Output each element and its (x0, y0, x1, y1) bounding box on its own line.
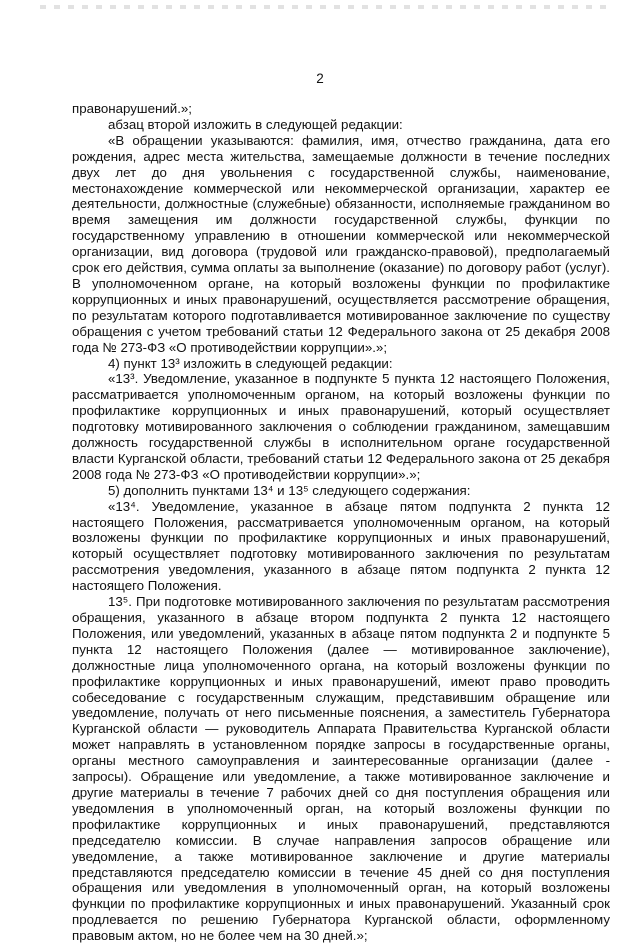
paragraph-2: абзац второй изложить в следующей редакции: (108, 116, 403, 132)
paragraph-7: «13⁴. Уведомление, указанное в абзаце пятом подпункта 2 пункта 12 настоящего Положения, рассматривается уполномоченным органом, на который возложены функции по профилактике коррупционных и иных правонарушений, который осуществляет подготовку мотивированного заключения по результатам рассмотрения уведомления, указанного в абзаце пятом подпункта 2 пункта 12 настоящего Положения. (72, 498, 610, 594)
page-number: 2 (316, 71, 324, 86)
scan-artifact-line (40, 5, 610, 9)
paragraph-8: 13⁵. При подготовке мотивированного заключения по результатам рассмотрения обращения, указанного в абзаце втором подпункта 2 пункта 12 настоящего Положения, или уведомлений, указанных в абзаце пятом подпункта 2 и подпункте 5 пункта 12 настоящего Положения (далее — мотивированное заключение), должностные лица уполномоченного органа, на который возложены функции по профилактике коррупционных и иных правонарушений, имеют право проводить собеседование с государственным служащим, представившим обращение или уведомление, получать от него письменные пояснения, а заместитель Губернатора Курганской области — руководитель Аппарата Правительства Курганской области может направлять в установленном порядке запросы в государственные органы, органы местного самоуправления и заинтересованные организации (далее - запросы). Обращение или уведомление, а также мотивированное заключение и другие материалы в течение 7 рабочих дней со дня поступления обращения или уведомления в уполномоченный орган, на который возложены функции по профилактике коррупционных и иных правонарушений, представляются председателю комиссии. В случае направления запросов обращение или уведомление, а также мотивированное заключение и другие материалы представляются председателю комиссии в течение 45 дней со дня поступления обращения или уведомления в уполномоченный орган, на который возложены функции по профилактике коррупционных и иных правонарушений. Указанный срок продлевается по решению Губернатора Курганской области, оформленному правовым актом, но не более чем на 30 дней.»; (72, 594, 610, 944)
paragraph-4: 4) пункт 13³ изложить в следующей редакции: (108, 355, 393, 371)
paragraph-6: 5) дополнить пунктами 13⁴ и 13⁵ следующего содержания: (108, 482, 471, 498)
paragraph-3: «В обращении указываются: фамилия, имя, отчество гражданина, дата его рождения, адрес места жительства, замещаемые должности в течение последних двух лет до дня увольнения с государственной службы, наименование, местонахождение коммерческой или некоммерческой организации, характер ее деятельности, должностные (служебные) обязанности, исполняемые гражданином во время замещения им должности государственной службы, функции по государственному управлению в отношении коммерческой или некоммерческой организации, вид договора (трудовой или гражданско-правовой), предполагаемый срок его действия, сумма оплаты за выполнение (оказание) по договору работ (услуг). В уполномоченном органе, на который возложены функции по профилактике коррупционных и иных правонарушений, осуществляется рассмотрение обращения, по результатам которого подготавливается мотивированное заключение по существу обращения с учетом требований статьи 12 Федерального закона от 25 декабря 2008 года № 273-ФЗ «О противодействии коррупции».»; (72, 132, 610, 355)
paragraph-1: правонарушений.»; (72, 101, 192, 116)
document-body (72, 101, 610, 944)
paragraph-5: «13³. Уведомление, указанное в подпункте 5 пункта 12 настоящего Положения, рассматривается уполномоченным органом, на который возложены функции по профилактике коррупционных и иных правонарушений, который осуществляет подготовку мотивированного заключения о соблюдении гражданином, замещавшим должность государственной службы в исполнительном органе государственной власти Курганской области, требований статьи 12 Федерального закона от 25 декабря 2008 года № 273-ФЗ «О противодействии коррупции».»; (72, 371, 610, 482)
